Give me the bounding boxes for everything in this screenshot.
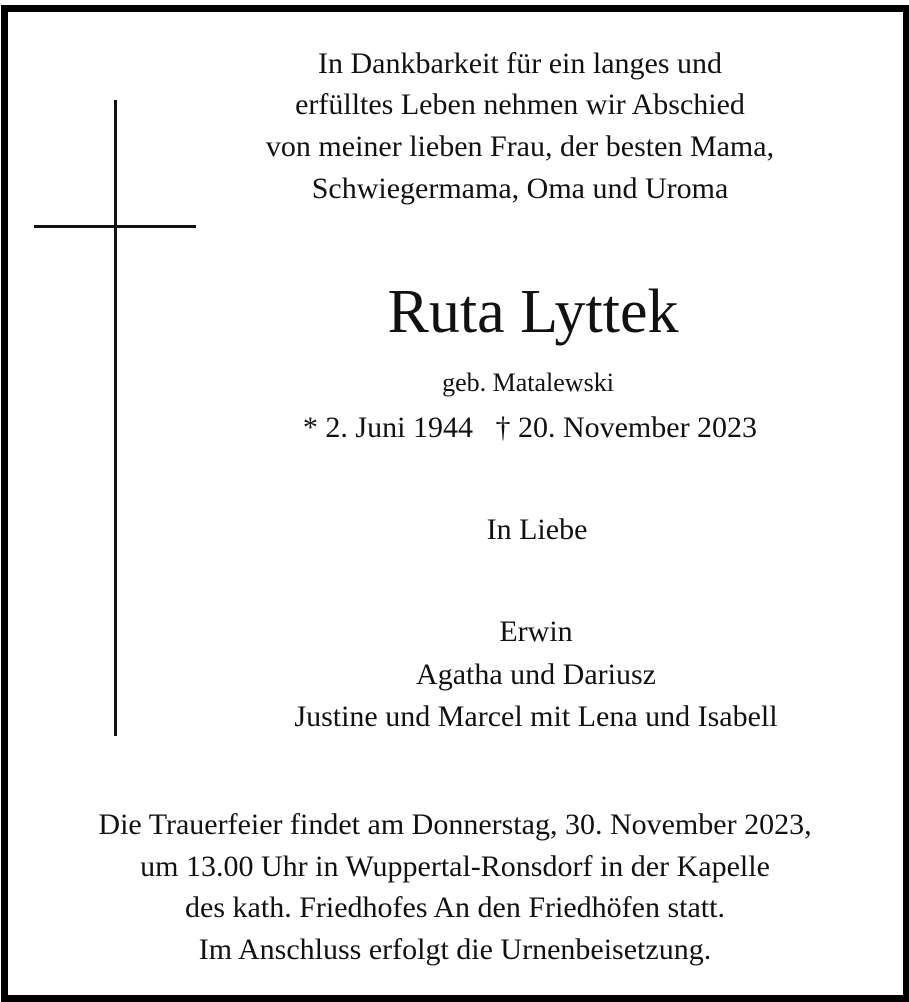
deceased-name: Ruta Lyttek: [387, 278, 679, 346]
life-dates: * 2. Juni 1944 † 20. November 2023: [302, 411, 758, 444]
funeral-line: des kath. Friedhofes An den Friedhöfen statt.: [185, 891, 725, 924]
funeral-line: Im Anschluss erfolgt die Urnenbeisetzung.: [198, 933, 712, 966]
family-line: Erwin: [499, 615, 573, 648]
intro-line: von meiner lieben Frau, der besten Mama,: [265, 130, 775, 163]
family-line: Agatha und Dariusz: [416, 658, 656, 691]
intro-line: In Dankbarkeit für ein langes und: [317, 47, 723, 80]
cross-horizontal-bar: [34, 225, 196, 228]
intro-line: Schwiegermama, Oma und Uroma: [311, 172, 729, 205]
intro-line: erfülltes Leben nehmen wir Abschied: [295, 88, 745, 121]
closing-text: In Liebe: [486, 513, 588, 546]
cross-vertical-bar: [114, 100, 117, 736]
funeral-line: um 13.00 Uhr in Wuppertal-Ronsdorf in der Kapelle: [140, 850, 770, 883]
family-line: Justine und Marcel mit Lena und Isabell: [294, 700, 778, 733]
birth-name: geb. Matalewski: [442, 368, 614, 397]
funeral-line: Die Trauerfeier findet am Donnerstag, 30. November 2023,: [98, 808, 812, 841]
